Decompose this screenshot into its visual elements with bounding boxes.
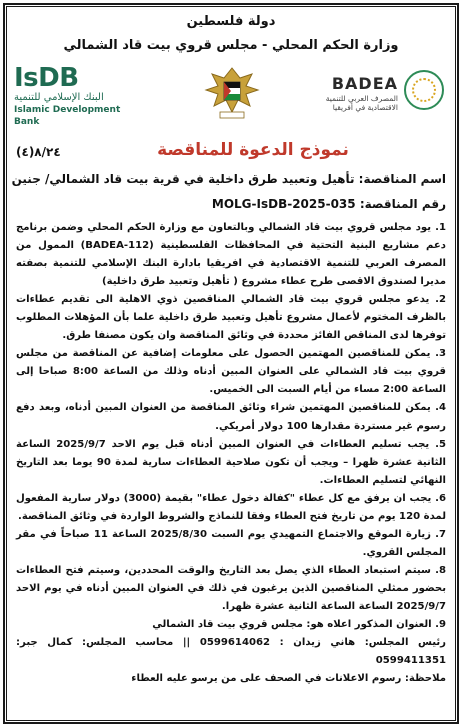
isdb-mark: IsDB [14, 63, 79, 93]
notice-item-2: 2. يدعو مجلس قروي بيت قاد الشمالي المناقصين ذوي الاهلية الى تقديم عطاءات بالظرف المختوم لأعمال مشروع تأهيل وتعبيد طرق داخلية علما بأن المؤهلات المطلوب توفرها لدى المناقص الفائز محددة في وثائق المناقصة وان يكون مصنفا طرق. [16, 294, 446, 342]
badea-arabic-name: المصرف العربي للتنمية الاقتصادية في أفريقيا [325, 94, 398, 112]
notice-item-4: 4. يمكن للمناقصين المهتمين شراء وثائق المناقصة من العنوان المبين أدناه، وبعد دفع رسوم غير مستردة مقدارها 100 دولار أمريكي. [16, 402, 446, 432]
badea-logo [314, 68, 444, 120]
isdb-arabic-name: البنك الإسلامي للتنمية [14, 92, 104, 103]
ministry-heading: وزارة الحكم المحلي - مجلس قروي بيت قاد الشمالي [63, 38, 399, 53]
notice-item-6: 6. يجب ان يرفق مع كل عطاء "كفالة دخول عطاء" بقيمة (3000) دولار سارية المفعول لمدة 120 يوم من تاريخ فتح العطاء وفقا للنماذج والشروط الواردة في وثائق المناقصة. [16, 492, 446, 522]
tender-number: MOLG-IsDB-2025-035 [211, 197, 356, 211]
notice-item-5: 5. يجب تسليم العطاءات في العنوان المبين أدناه قبل يوم الاحد 2025/9/7 الساعة الثانية عشرة ظهرا – ويجب أن تكون صلاحية العطاءات سارية لمدة 90 يوما بعد التاريخ النهائي لتسليم العطاءات. [16, 438, 446, 486]
notice-item-3: 3. يمكن للمناقصين المهتمين الحصول على معلومات إضافية عن المناقصة من مجلس قروي بيت قاد الشمالي على العنوان المبين أدناه وذلك من الساعة 8:00 صباحا إلى الساعة 2:00 مساء من أيام السبت الى الخميس. [16, 348, 446, 396]
isdb-logo [14, 64, 132, 128]
state-heading: دولة فلسطين [186, 14, 276, 29]
logos-row [8, 62, 454, 126]
contacts-line: رئيس المجلس: هاني زيدان : 0599614062 || محاسب المجلس: كمال جبر: 0599411351 [16, 637, 446, 667]
notice-title: نموذج الدعوة للمناقصة [157, 140, 349, 160]
tender-number-row [212, 197, 446, 211]
notice-item-7: 7. زيارة الموقع والاجتماع التمهيدي يوم السبت 2025/8/30 الساعة 11 صباحاً في مقر المجلس القروي. [16, 528, 447, 558]
notice-item-1: 1. يود مجلس قروي بيت قاد الشمالي وبالتعاون مع وزارة الحكم المحلي وضمن برنامج دعم مشاريع البنية التحتية في المحافظات الفلسطينية (BADEA-112) الممول من المصرف العربي للتنمية الاقتصادية في افريقيا بادارة البنك الإسلامي للتنمية بصفته مديرا لصندوق الاقصى طرح عطاء مشروع ( تأهيل وتعبيد طرق داخلية) [16, 222, 446, 288]
tender-name: اسم المناقصة: تأهيل وتعبيد طرق داخلية في قرية بيت قاد الشمالي/ جنين [11, 172, 446, 186]
badea-mark: BADEA [331, 74, 398, 93]
palestine-emblem-icon [200, 64, 264, 124]
notice-item-9: 9. العنوان المذكور اعلاه هو: مجلس قروي بيت قاد الشمالي [152, 619, 446, 631]
notice-items [16, 219, 446, 688]
isdb-english-name: Islamic Development Bank [14, 105, 121, 127]
tender-number-label: رقم المناقصة: [359, 197, 446, 211]
notice-item-8: 8. سيتم استبعاد العطاء الذي يصل بعد التاريخ والوقت المحددين، وسيتم فتح العطاءات بحضور ممثلي المناقصين الذين يرغبون في ذلك في العنوان المبين أدناه في يوم الاحد 2025/9/7 الساعة الساعة الثانية عشرة ظهرا. [16, 564, 446, 612]
badea-circle-icon [404, 70, 444, 110]
footer-note: ملاحظة: رسوم الاعلانات في الصحف على من يرسو عليه العطاء [131, 673, 446, 685]
title-line [60, 140, 446, 166]
notice-reference: (٤)٨/٢٤ [16, 145, 61, 159]
